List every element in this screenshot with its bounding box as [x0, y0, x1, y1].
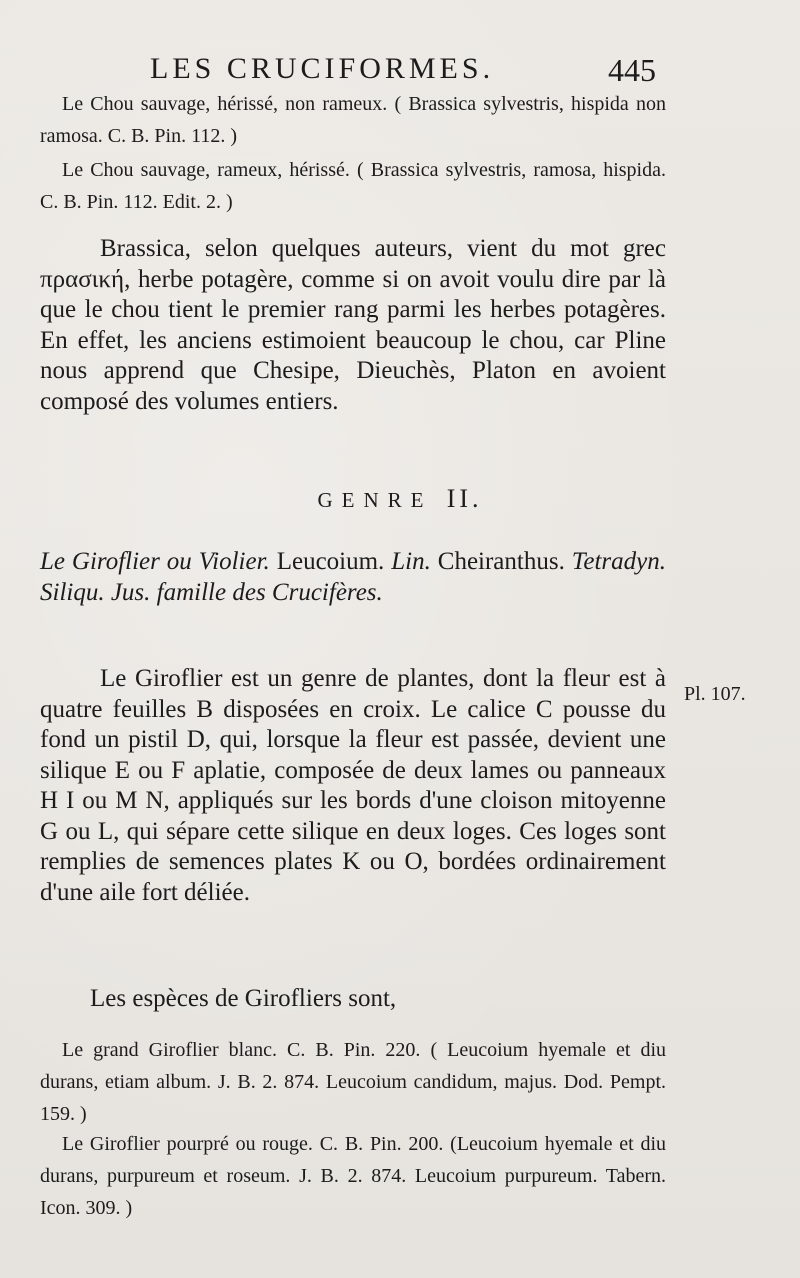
species-entry-2: Le Giroflier pourpré ou rouge. C. B. Pin. 200. (Leucoium hyemale et diu durans, purpureum et roseum. J. B. 2. 874. Leucoium purpureum. Tabern. Icon. 309. ) — [40, 1133, 666, 1219]
genre-number: II. — [446, 484, 483, 513]
genre-label: GENRE — [317, 488, 433, 512]
genre-heading — [0, 484, 800, 514]
paragraph-genus-description: Le Giroflier est un genre de plantes, dont la fleur est à quatre feuilles B disposées en croix. Le calice C pousse du fond un pistil D, qui, lorsque la fleur est passée, devient une silique E ou F aplatie, composée de deux lames ou panneaux H I ou M N, appliqués sur les bords d'une cloison mitoyenne G ou L, qui sépare cette silique en deux loges. Ces loges sont remplies de semences plates K ou O, bordées ordinairement d'une aile fort déliée. — [40, 665, 666, 906]
plate-reference: Pl. 107. — [684, 683, 746, 705]
genus-french-name: Le Giroflier ou Violier. — [40, 548, 270, 575]
page-header — [150, 52, 660, 92]
species-intro: Les espèces de Girofliers sont, — [90, 985, 397, 1012]
paragraph-brassica-etymology: Brassica, selon quelques auteurs, vient du mot grec πρασική, herbe potagère, comme si on avoit voulu dire par là que le chou tient le premier rang parmi les herbes potagères. En effet, les anciens estimoient beaucoup le chou, car Pline nous apprend que Chesipe, Dieuchès, Platon en avoient composé des volumes entiers. — [40, 235, 666, 415]
genus-classification: Tetradyn. Siliqu. Jus. famille des Crucifères. — [40, 548, 666, 606]
genus-latin-name: Leucoium. — [269, 548, 392, 575]
synonym-entry-2: Le Chou sauvage, rameux, hérissé. ( Brassica sylvestris, ramosa, hispida. C. B. Pin. 112. Edit. 2. ) — [40, 159, 666, 213]
genus-lin-reference: Lin. — [391, 548, 431, 575]
page-number: 445 — [608, 52, 656, 88]
running-head: LES CRUCIFORMES. — [150, 52, 495, 85]
species-entry-1: Le grand Giroflier blanc. C. B. Pin. 220. ( Leucoium hyemale et diu durans, etiam album. J. B. 2. 874. Leucoium candidum, majus. Dod. Pempt. 159. ) — [40, 1039, 666, 1125]
genus-title — [40, 546, 666, 608]
synonym-entry-1: Le Chou sauvage, hérissé, non rameux. ( Brassica sylvestris, hispida non ramosa. C. B. Pin. 112. ) — [40, 93, 666, 147]
genus-cheiranthus: Cheiranthus. — [430, 548, 572, 575]
